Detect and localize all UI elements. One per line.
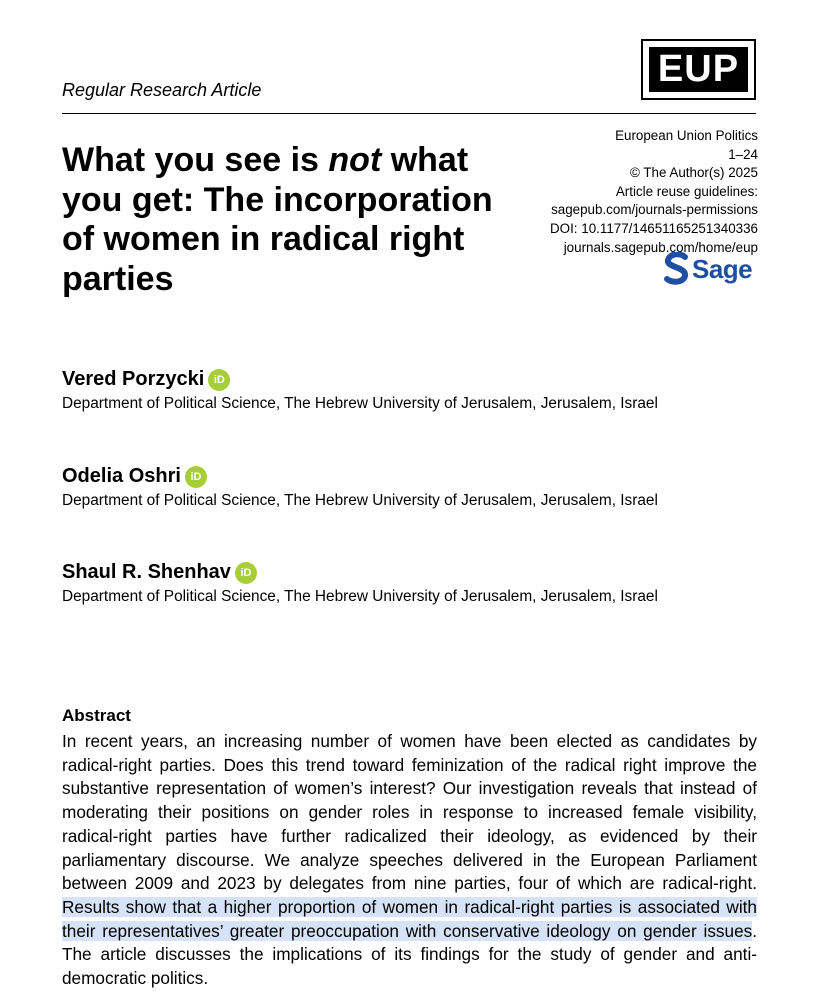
page-range: 1–24	[728, 146, 758, 162]
doi[interactable]: DOI: 10.1177/14651165251340336	[550, 220, 758, 236]
orcid-icon[interactable]: iD	[235, 562, 257, 584]
author-name-text: Odelia Oshri	[62, 465, 181, 487]
eup-logo-text: EUP	[649, 47, 748, 92]
author-name	[62, 561, 257, 584]
abstract-text-start: In recent years, an increasing number of women have been elected as candidates by radical-right parties. Does this trend toward feminization of the radical right improve the substantive representation of women’s interest? Our investigation reveals that instead of moderating their positions on gender roles in response to increased female visibility, radical-right parties have further radicalized their ideology, as evidenced by their parliamentary discourse. We analyze speeches delivered in the European Parliament between 2009 and 2023 by delegates from nine parties, four of which are radical-right.	[62, 731, 757, 894]
author-affiliation: Department of Political Science, The Hebrew University of Jerusalem, Jerusalem, Israel	[62, 492, 658, 509]
abstract-highlighted-text[interactable]: Results show that a higher proportion of women in radical-right parties is associated with their representatives’ greater preoccupation with conservative ideology on gender issues	[62, 896, 757, 941]
author-name	[62, 465, 207, 488]
reuse-guidelines-label: Article reuse guidelines:	[615, 183, 758, 199]
title-part-1: What you see is	[62, 141, 329, 179]
sage-logo	[664, 252, 758, 286]
sage-logo-text: Sage	[692, 253, 753, 284]
abstract-body	[62, 730, 757, 991]
copyright: © The Author(s) 2025	[630, 165, 758, 181]
author-name	[62, 368, 230, 391]
header-rule	[62, 113, 756, 114]
author-affiliation: Department of Political Science, The Hebrew University of Jerusalem, Jerusalem, Israel	[62, 588, 658, 605]
article-title	[62, 141, 532, 299]
author-block	[62, 561, 662, 607]
author-block	[62, 465, 662, 511]
author-name-text: Shaul R. Shenhav	[62, 561, 231, 583]
title-part-2: what you get: The incorporation of women in radical right parties	[62, 141, 493, 298]
sage-s-icon	[664, 252, 690, 286]
abstract-heading: Abstract	[62, 706, 131, 725]
journal-home-link[interactable]: journals.sagepub.com/home/eup	[563, 239, 758, 255]
journal-name: European Union Politics	[615, 128, 758, 143]
orcid-icon[interactable]: iD	[208, 369, 230, 391]
eup-logo	[641, 39, 756, 100]
author-name-text: Vered Porzycki	[62, 368, 205, 390]
author-block	[62, 368, 662, 414]
author-affiliation: Department of Political Science, The Hebrew University of Jerusalem, Jerusalem, Israel	[62, 395, 658, 412]
article-type: Regular Research Article	[62, 80, 262, 100]
abstract-text-end: . The article discusses the implications of its findings for the study of gender and anti-democratic politics.	[62, 920, 757, 989]
permissions-link[interactable]: sagepub.com/journals-permissions	[551, 202, 758, 218]
title-emphasis: not	[328, 141, 382, 179]
orcid-icon[interactable]: iD	[185, 466, 207, 488]
journal-meta	[550, 127, 758, 257]
